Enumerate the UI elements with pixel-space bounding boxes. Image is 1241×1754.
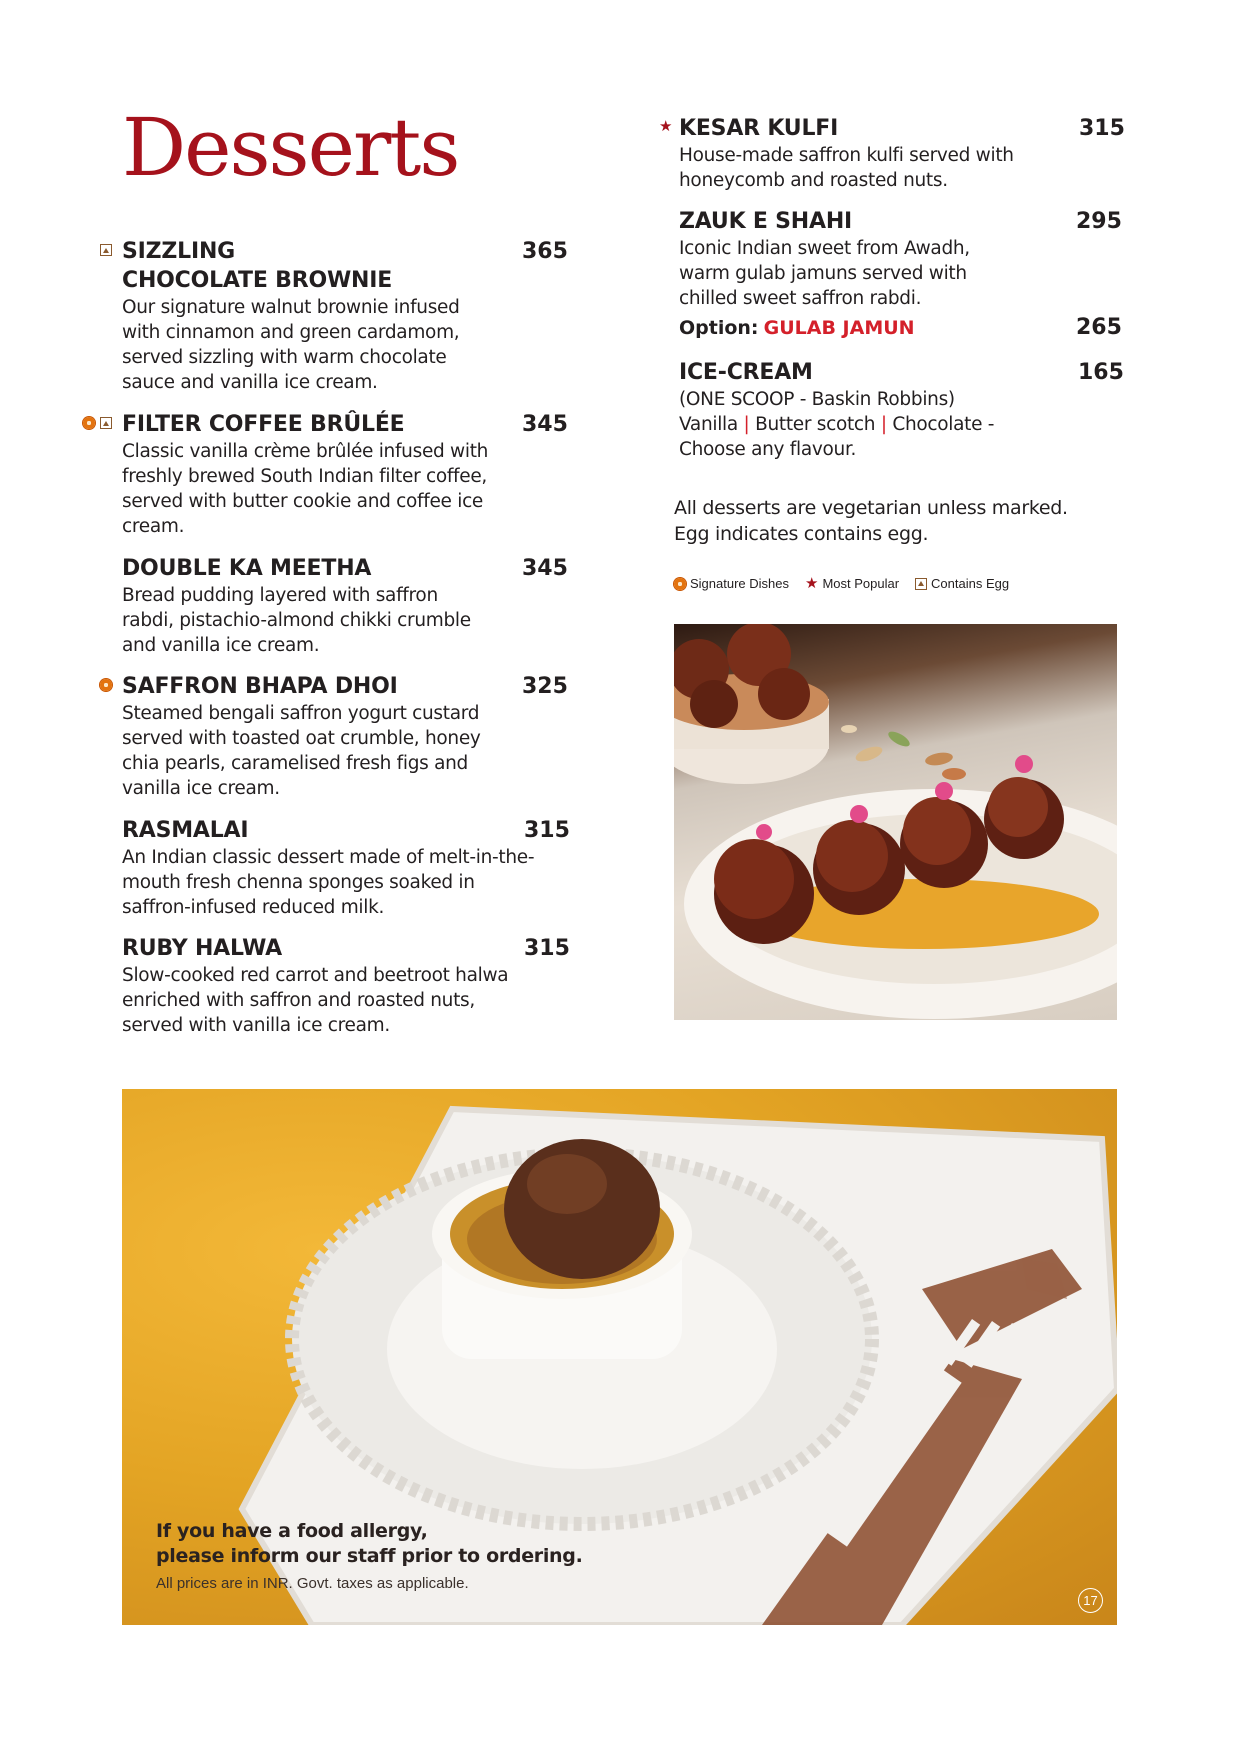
item-price: 365	[522, 239, 568, 264]
item-name: RUBY HALWA	[122, 936, 283, 961]
item-description: Steamed bengali saffron yogurt custard served with toasted oat crumble, honey chia pearls, caramelised fresh figs and vanilla ice cream.	[122, 703, 481, 799]
coffee-brulee-photo	[122, 1089, 1117, 1625]
item-name: KESAR KULFI	[679, 116, 839, 141]
signature-dish-icon	[674, 578, 686, 590]
item-price: 165	[1078, 360, 1124, 385]
gulab-jamun-illustration	[674, 624, 1117, 1020]
note-line: Egg indicates contains egg.	[674, 523, 929, 545]
item-description: An Indian classic dessert made of melt-in-the-mouth fresh chenna sponges soaked in saffron-infused reduced milk.	[122, 847, 535, 918]
item-markers	[659, 117, 673, 135]
legend	[674, 576, 1019, 591]
allergy-line: please inform our staff prior to ordering.	[156, 1545, 583, 1567]
item-price: 345	[522, 556, 568, 581]
item-name: ZAUK E SHAHI	[679, 209, 853, 234]
legend-label: Most Popular	[822, 576, 900, 591]
menu-item-kesar-kulfi	[659, 114, 1125, 193]
item-markers	[83, 417, 112, 429]
menu-item-ice-cream	[679, 358, 1124, 462]
legend-signature	[674, 576, 789, 591]
page-title: Desserts	[122, 101, 459, 194]
option-name: GULAB JAMUN	[763, 317, 915, 339]
prices-note: All prices are in INR. Govt. taxes as applicable.	[156, 1575, 469, 1592]
contains-egg-icon	[100, 244, 112, 256]
menu-item-rasmalai	[122, 816, 602, 920]
legend-popular	[805, 576, 899, 591]
contains-egg-icon	[915, 578, 927, 590]
item-name: ICE-CREAM	[679, 360, 813, 385]
menu-item-saffron-bhapa-dhoi	[122, 672, 602, 801]
legend-label: Signature Dishes	[690, 576, 789, 591]
item-price: 315	[524, 936, 570, 961]
item-description: Classic vanilla crème brûlée infused with freshly brewed South Indian filter coffee, served with butter cookie and coffee ice cream.	[122, 441, 489, 537]
item-markers	[100, 244, 112, 256]
most-popular-star-icon: ★	[805, 574, 819, 592]
option-label: Option:	[679, 317, 759, 339]
item-price: 315	[1079, 116, 1125, 141]
menu-item-double-ka-meetha	[122, 554, 602, 658]
menu-item-sizzling-brownie	[122, 237, 602, 395]
gulab-jamun-photo	[674, 624, 1117, 1020]
signature-dish-icon	[83, 417, 95, 429]
page-number: 17	[1078, 1588, 1103, 1613]
menu-item-filter-coffee-brulee	[122, 410, 602, 539]
item-name: SIZZLING CHOCOLATE BROWNIE	[122, 239, 393, 293]
flavour-instruction: Choose any flavour.	[679, 439, 857, 460]
allergy-notice	[156, 1519, 583, 1599]
item-description: Iconic Indian sweet from Awadh, warm gulab jamuns served with chilled sweet saffron rabdi.	[679, 238, 970, 309]
item-name: RASMALAI	[122, 818, 249, 843]
menu-item-ruby-halwa	[122, 934, 602, 1038]
flavour-vanilla: Vanilla	[679, 414, 738, 435]
legend-label: Contains Egg	[931, 576, 1010, 591]
item-price: 325	[522, 674, 568, 699]
allergy-line: If you have a food allergy,	[156, 1520, 428, 1542]
item-price: 295	[1076, 209, 1122, 234]
item-name: DOUBLE KA MEETHA	[122, 556, 372, 581]
flavour-chocolate: Chocolate -	[892, 414, 995, 435]
signature-dish-icon	[100, 679, 112, 691]
item-markers	[100, 679, 112, 691]
legend-egg	[915, 576, 1009, 591]
flavour-separator: |	[880, 414, 887, 435]
item-description: Our signature walnut brownie infused with cinnamon and green cardamom, served sizzling with warm chocolate sauce and vanilla ice cream.	[122, 297, 460, 393]
item-description: House-made saffron kulfi served with honeycomb and roasted nuts.	[679, 145, 1014, 191]
item-price: 315	[524, 818, 570, 843]
item-name: SAFFRON BHAPA DHOI	[122, 674, 398, 699]
item-name: FILTER COFFEE BRÛLÉE	[122, 412, 405, 437]
vegetarian-note	[674, 495, 1068, 547]
item-description: Bread pudding layered with saffron rabdi, pistachio-almond chikki crumble and vanilla ice cream.	[122, 585, 471, 656]
item-description: Slow-cooked red carrot and beetroot halwa enriched with saffron and roasted nuts, served with vanilla ice cream.	[122, 965, 509, 1036]
flavour-separator: |	[743, 414, 750, 435]
note-line: All desserts are vegetarian unless marked.	[674, 497, 1068, 519]
flavour-list	[679, 412, 1119, 437]
menu-item-zauk-e-shahi	[679, 207, 1122, 311]
most-popular-star-icon: ★	[659, 117, 673, 135]
item-price: 345	[522, 412, 568, 437]
contains-egg-icon	[100, 417, 112, 429]
option-price: 265	[1076, 315, 1122, 340]
item-description: (ONE SCOOP - Baskin Robbins)	[679, 389, 955, 410]
flavour-butter-scotch: Butter scotch	[755, 414, 876, 435]
option-gulab-jamun	[679, 315, 1122, 340]
